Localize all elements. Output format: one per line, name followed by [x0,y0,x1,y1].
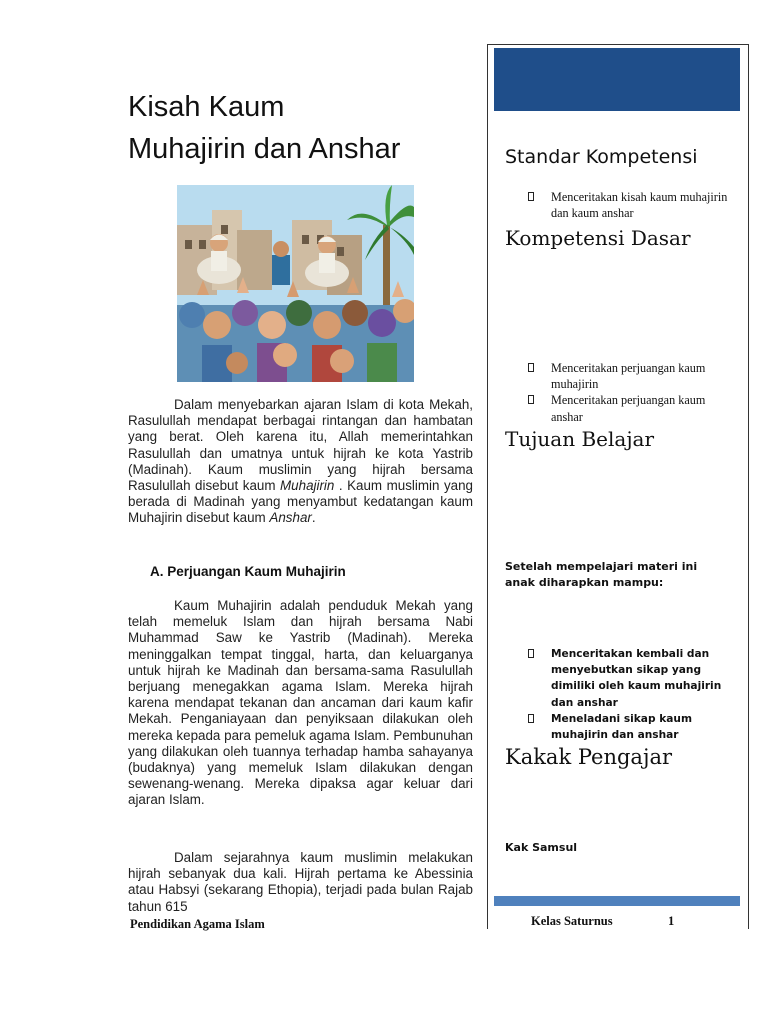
kompetensi-dasar-heading: Kompetensi Dasar [505,226,691,250]
term-anshar: Anshar [269,510,312,526]
crowd-scene-illustration [177,185,414,382]
tujuan-belajar-heading: Tujuan Belajar [505,427,655,451]
bullet-icon [528,192,534,201]
list-item: Meneladani sikap kaum muhajirin dan anshar [528,711,728,743]
section-paragraph-2: Dalam sejarahnya kaum muslimin melakukan hijrah sebanyak dua kali. Hijrah pertama ke Abessinia atau Habsyi (sekarang Ethopia), terjadi pada bulan Rajab tahun 615 [128,850,473,914]
list-item: Menceritakan perjuangan kaum muhajirin [528,360,728,392]
intro-paragraph: Dalam menyebarkan ajaran Islam di kota Mekah, Rasulullah mendapat berbagai rintangan dan hambatan yang berat. Oleh karena itu, Allah memerintahkan Rasulullah dan umatnya untuk hijrah ke kota Yastrib (Madinah). Kaum muslimin yang hijrah bersama Rasulullah disebut kaum Muhajirin . Kaum muslimin yang berada di Madinah yang menyambut kedatangan kaum Muhajirin disebut kaum Anshar. [128,397,473,526]
list-item: Menceritakan kisah kaum muhajirin dan kaum anshar [528,189,728,221]
list-item: Menceritakan kembali dan menyebutkan sikap yang dimiliki oleh kaum muhajirin dan anshar [528,646,728,711]
footer-class-info [531,914,681,929]
term-muhajirin: Muhajirin [280,478,335,494]
section-paragraph-1: Kaum Muhajirin adalah penduduk Mekah yang telah memeluk Islam dan hijrah bersama Nabi Muhammad Saw ke Yastrib (Madinah). Mereka meninggalkan tempat tinggal, harta, dan keluarganya untuk hijrah ke Madinah dan bersama-sama Rasulullah berjuang menegakkan agama Islam. Mereka hijrah karena mendapat tekanan dan ancaman dari kaum kafir Mekah. Penganiayaan dan penyiksaan dilakukan oleh mereka kepada para pemeluk agama Islam. Pembunuhan yang dilakukan oleh tuannya terhadap hamba sahayanya (budaknya) yang memeluk Islam dilakukan dengan sewenang-wenang. Mereka dipaksa agar keluar dari ajaran Islam. [128,598,473,808]
tujuan-belajar-list [528,646,728,743]
standar-kompetensi-heading: Standar Kompetensi [505,146,698,168]
sidebar-border-left [487,44,488,929]
title-line-1: Kisah Kaum [128,91,285,123]
kompetensi-dasar-list [528,360,728,425]
sidebar-header-block [494,48,740,111]
page-number: 1 [668,914,675,928]
standar-kompetensi-list [528,189,728,221]
kakak-pengajar-heading: Kakak Pengajar [505,745,673,769]
bullet-icon [528,363,534,372]
bullet-icon [528,395,534,404]
pengajar-name: Kak Samsul [505,841,578,854]
footer-class-name: Kelas Saturnus [531,914,613,928]
section-heading: A. Perjuangan Kaum Muhajirin [150,564,346,579]
page-title [128,86,468,170]
bullet-icon [528,649,534,658]
bullet-icon [528,714,534,723]
tujuan-intro: Setelah mempelajari materi ini anak diharapkan mampu: [505,560,698,589]
sidebar-border-top [487,44,749,45]
sidebar-border-right [748,44,749,929]
sidebar-bottom-bar [494,896,740,906]
list-item: Menceritakan perjuangan kaum anshar [528,392,728,424]
title-line-2: Muhajirin dan Anshar [128,133,401,165]
footer-subject: Pendidikan Agama Islam [130,917,265,931]
